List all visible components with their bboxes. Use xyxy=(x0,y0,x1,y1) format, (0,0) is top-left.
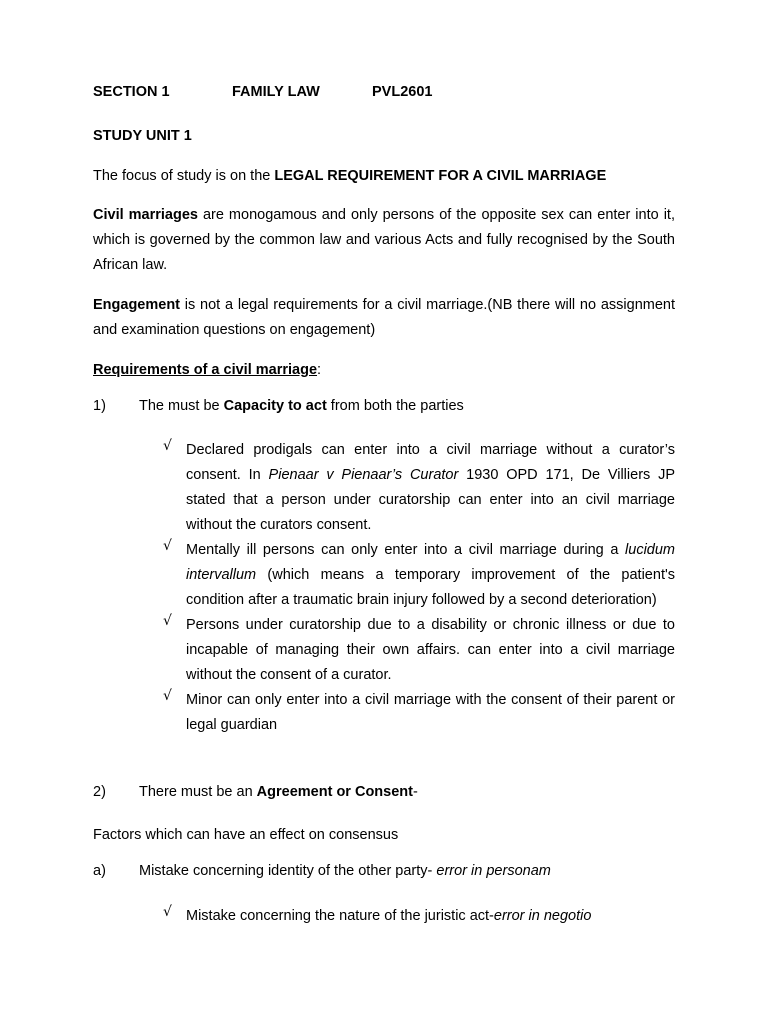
item-a-text xyxy=(139,863,551,879)
requirement-1-prefix: The must be xyxy=(139,398,224,414)
requirement-2-number: 2) xyxy=(93,784,106,800)
capacity-bullet-list xyxy=(163,438,675,738)
negotio-text xyxy=(186,904,675,929)
engagement-paragraph xyxy=(93,293,675,343)
negotio-description: Mistake concerning the nature of the juristic act- xyxy=(186,908,494,924)
bullet-negotio xyxy=(163,904,675,929)
course-code: PVL2601 xyxy=(372,84,433,100)
bullet-curatorship xyxy=(163,613,675,688)
check-icon: √ xyxy=(163,904,172,920)
check-icon: √ xyxy=(163,538,172,554)
mentally-ill-text-part2: (which means a temporary improvement of the patient's condition after a traumatic brain injury followed by a second deterioration) xyxy=(186,567,675,608)
requirement-1-suffix: from both the parties xyxy=(326,398,464,414)
engagement-text: is not a legal requirements for a civil marriage.(NB there will no assignment and examination questions on engagement) xyxy=(93,297,675,338)
requirement-1-text xyxy=(139,398,464,414)
requirements-heading-text: Requirements of a civil marriage xyxy=(93,362,318,378)
requirement-2-prefix: There must be an xyxy=(139,784,257,800)
civil-marriages-term: Civil marriages xyxy=(93,207,198,223)
requirement-2-text xyxy=(139,784,418,800)
subject-label: FAMILY LAW xyxy=(232,84,320,100)
error-in-negotio-term: error in negotio xyxy=(493,908,592,924)
bullet-prodigals xyxy=(163,438,675,538)
check-icon: √ xyxy=(163,613,172,629)
case-citation: Pienaar v Pienaar’s Curator xyxy=(268,467,459,483)
focus-paragraph xyxy=(93,164,675,189)
item-a-label: a) xyxy=(93,863,106,879)
civil-marriages-paragraph xyxy=(93,203,675,278)
requirement-2-emphasis: Agreement or Consent xyxy=(256,784,413,800)
bullet-minor xyxy=(163,688,675,738)
prodigals-text xyxy=(186,438,675,538)
item-a xyxy=(93,863,675,888)
requirement-1 xyxy=(93,398,675,423)
study-unit-heading: STUDY UNIT 1 xyxy=(93,128,192,144)
requirements-heading xyxy=(93,358,675,383)
focus-emphasis: LEGAL REQUIREMENT FOR A CIVIL MARRIAGE xyxy=(274,168,607,184)
check-icon: √ xyxy=(163,688,172,704)
lucidum-intervallum-term: lucidum intervallum xyxy=(186,542,675,583)
requirement-2 xyxy=(93,784,675,809)
item-a-description: Mistake concerning identity of the other party- xyxy=(139,863,437,879)
civil-marriages-text: are monogamous and only persons of the opposite sex can enter into it, which is governed by the common law and various Acts and fully recognised by the South African law. xyxy=(93,207,675,273)
mentally-ill-text xyxy=(186,538,675,613)
focus-prefix: The focus of study is on the xyxy=(93,168,275,184)
negotio-bullet-list xyxy=(163,904,675,929)
requirement-1-emphasis: Capacity to act xyxy=(223,398,327,414)
mentally-ill-text-part1: Mentally ill persons can only enter into a civil marriage during a xyxy=(186,542,626,558)
requirements-colon: : xyxy=(317,362,322,378)
requirement-1-number: 1) xyxy=(93,398,106,414)
prodigals-text-part1: Declared prodigals can enter into a civil marriage without a curator’s consent. In xyxy=(186,442,675,483)
requirement-2-suffix: - xyxy=(412,784,418,800)
section-label: SECTION 1 xyxy=(93,84,170,100)
document-header xyxy=(93,84,675,109)
factors-paragraph: Factors which can have an effect on consensus xyxy=(93,827,399,843)
check-icon: √ xyxy=(163,438,172,454)
prodigals-text-part2: 1930 OPD 171, De Villiers JP stated that a person under curatorship can enter into an civil marriage without the curators consent. xyxy=(186,467,676,533)
bullet-mentally-ill xyxy=(163,538,675,613)
curatorship-text: Persons under curatorship due to a disability or chronic illness or due to incapable of managing their own affairs. can enter into a civil marriage without the consent of a curator. xyxy=(186,617,675,683)
error-in-personam-term: error in personam xyxy=(436,863,551,879)
engagement-term: Engagement xyxy=(93,297,181,313)
minor-text: Minor can only enter into a civil marriage with the consent of their parent or legal guardian xyxy=(186,692,675,733)
